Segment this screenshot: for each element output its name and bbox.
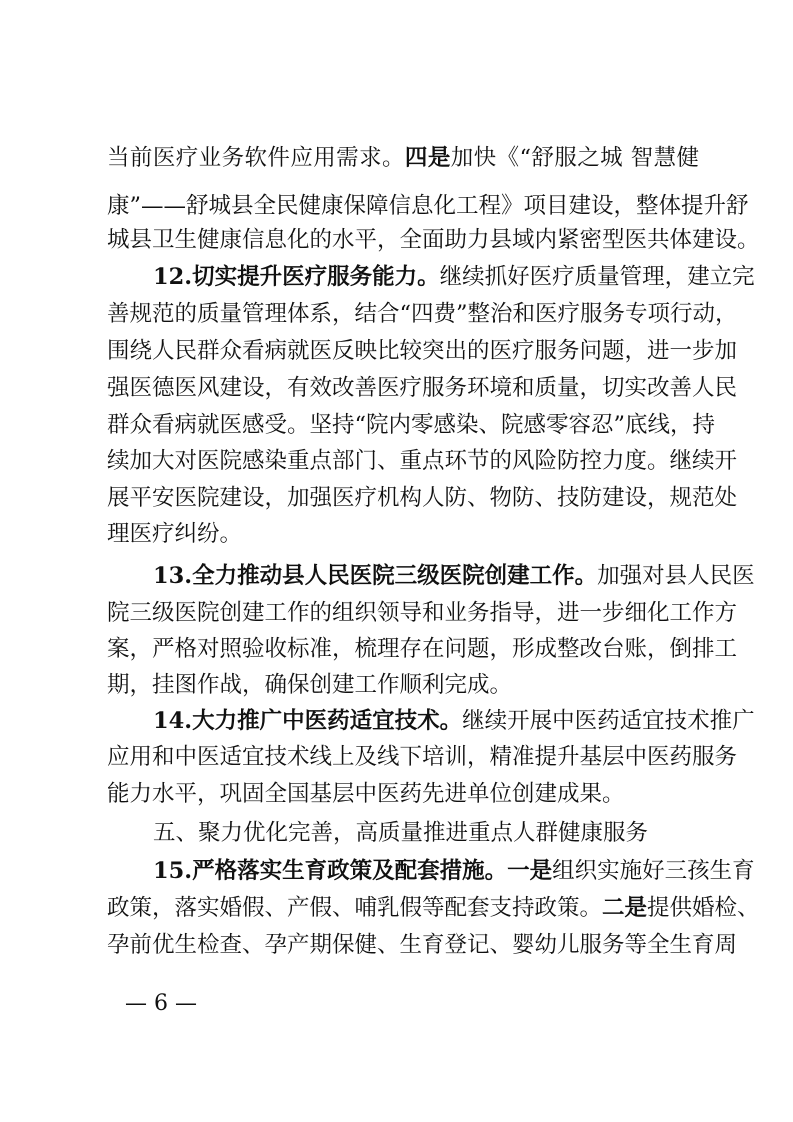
text-run: 孕前优生检查、孕产期保健、生育登记、婴幼儿服务等全生育周	[107, 932, 738, 958]
text-run: 加快《“舒服之城 智慧健	[450, 145, 699, 171]
text-line	[107, 188, 749, 224]
text-run: 应用和中医适宜技术线上及线下培训，精准提升基层中医药服务	[107, 744, 738, 770]
text-run: 续加大对医院感染重点部门、重点环节的风险防控力度。继续开	[107, 448, 738, 474]
text-run: 院三级医院创建工作的组织领导和业务指导，进一步细化工作方	[107, 600, 738, 626]
bold-run: 一是	[507, 858, 553, 884]
text-run: 期，挂图作战，确保创建工作顺利完成。	[107, 672, 513, 698]
text-run: 城县卫生健康信息化的水平，全面助力县域内紧密型医共体建设。	[107, 227, 760, 253]
text-line	[153, 703, 755, 739]
text-run: 能力水平，巩固全国基层中医药先进单位创建成果。	[107, 781, 625, 807]
bold-run: 14.大力推广中医药适宜技术。	[153, 708, 463, 734]
text-line	[153, 558, 755, 594]
text-run: 群众看病就医感受。坚持“院内零感染、院感零容忍”底线，持	[107, 412, 716, 438]
text-line	[107, 631, 738, 667]
text-line	[107, 776, 699, 812]
text-line	[107, 516, 699, 552]
text-line	[153, 853, 755, 889]
bold-run: 15.严格落实生育政策及配套措施。	[153, 858, 508, 884]
text-run: 案，严格对照验收标准，梳理存在问题，形成整改台账，倒排工	[107, 636, 738, 662]
text-line	[107, 480, 738, 516]
text-line	[107, 890, 760, 926]
bold-run: 二是	[602, 895, 648, 921]
text-run: 康”——舒城县全民健康保障信息化工程》项目建设，整体提升舒	[107, 193, 749, 219]
text-run: 展平安医院建设，加强医疗机构人防、物防、技防建设，规范处	[107, 485, 738, 511]
bold-run: 12.切实提升医疗服务能力。	[153, 264, 440, 290]
bold-run: 13.全力推动县人民医院三级医院创建工作。	[153, 563, 598, 589]
text-run: 善规范的质量管理体系，结合“四费”整治和医疗服务专项行动，	[107, 301, 738, 327]
text-run: 继续开展中医药适宜技术推广	[462, 708, 755, 734]
text-run: 五、聚力优化完善，高质量推进重点人群健康服务	[153, 820, 649, 846]
text-line	[107, 222, 760, 258]
bold-run: 四是	[404, 145, 451, 171]
text-run: 继续抓好医疗质量管理，建立完	[439, 264, 755, 290]
text-line	[107, 296, 738, 332]
text-line	[107, 927, 738, 963]
text-run: 提供婚检、	[647, 895, 760, 921]
text-line	[107, 140, 699, 176]
text-line	[107, 667, 699, 703]
text-line	[107, 443, 738, 479]
text-run: 加强对县人民医	[597, 563, 755, 589]
text-line	[107, 333, 738, 369]
text-line	[107, 739, 738, 775]
text-run: 政策，落实婚假、产假、哺乳假等配套支持政策。	[107, 895, 603, 921]
text-run: 当前医疗业务软件应用需求。	[107, 145, 405, 171]
text-run: 理医疗纠纷。	[107, 521, 243, 547]
text-line	[107, 595, 738, 631]
text-run: 强医德医风建设，有效改善医疗服务环境和质量，切实改善人民	[107, 375, 738, 401]
text-line	[107, 370, 738, 406]
text-run: 围绕人民群众看病就医反映比较突出的医疗服务问题，进一步加	[107, 338, 738, 364]
text-line	[107, 407, 716, 443]
page-number: — 6 —	[125, 991, 197, 1016]
section-heading	[153, 815, 699, 851]
text-line	[153, 259, 755, 295]
text-run: 组织实施好三孩生育	[552, 858, 755, 884]
